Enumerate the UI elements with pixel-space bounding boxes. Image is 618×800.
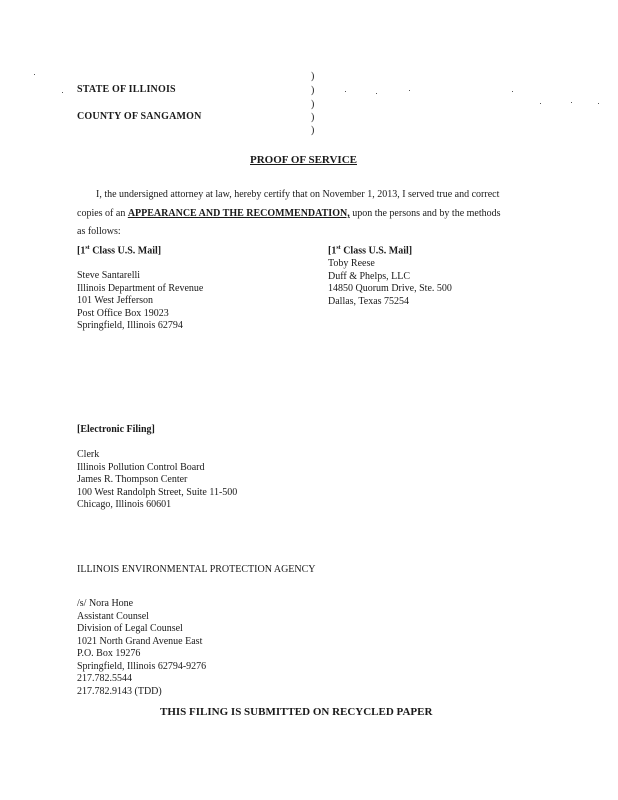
- caption-paren: ): [311, 99, 315, 110]
- address-line: Dallas, Texas 75254: [328, 295, 410, 307]
- scan-speck: [571, 102, 572, 103]
- address-line: James R. Thompson Center: [77, 474, 188, 485]
- recycled-paper-notice: THIS FILING IS SUBMITTED ON RECYCLED PAPER: [160, 706, 433, 718]
- signature-line: P.O. Box 19276: [77, 648, 141, 659]
- certification-text: upon the persons and by the methods: [352, 208, 501, 219]
- address-line: Post Office Box 19023: [77, 307, 169, 319]
- scan-speck: [540, 103, 541, 104]
- address-line: Toby Reese: [328, 258, 375, 269]
- signature-line: Division of Legal Counsel: [77, 623, 183, 634]
- address-line: Steve Santarelli: [77, 270, 141, 281]
- signature-line: Assistant Counsel: [77, 610, 149, 622]
- signature-line: /s/ Nora Hone: [77, 598, 134, 609]
- address-line: Illinois Pollution Control Board: [77, 461, 205, 473]
- signature-line: 1021 North Grand Avenue East: [77, 635, 203, 647]
- address-line: Chicago, Illinois 60601: [77, 499, 172, 510]
- service-address-electronic: [77, 449, 237, 512]
- caption-paren: ): [311, 71, 315, 82]
- service-address-left: [77, 270, 203, 333]
- scan-speck: [345, 91, 346, 92]
- caption-state: STATE OF ILLINOIS: [77, 84, 176, 95]
- address-line: 101 West Jefferson: [77, 295, 154, 306]
- service-method-left: [1st Class U.S. Mail]: [77, 245, 162, 257]
- address-line: Illinois Department of Revenue: [77, 282, 204, 294]
- certification-line-3: as follows:: [77, 226, 121, 237]
- page-title: PROOF OF SERVICE: [250, 154, 357, 166]
- scan-speck: [409, 90, 410, 91]
- scan-speck: [512, 91, 513, 92]
- caption-paren: ): [311, 125, 315, 136]
- caption-paren: ): [311, 85, 315, 96]
- address-line: Clerk: [77, 449, 100, 460]
- caption-paren: ): [311, 112, 315, 123]
- address-line: 100 West Randolph Street, Suite 11-500: [77, 486, 238, 498]
- signature-line: 217.782.5544: [77, 673, 132, 684]
- scan-speck: [34, 74, 35, 75]
- certification-line-1: I, the undersigned attorney at law, hereby certify that on November 1, 2013, I served true and correct: [96, 189, 500, 200]
- address-line: 14850 Quorum Drive, Ste. 500: [328, 283, 452, 294]
- scan-speck: [598, 103, 599, 104]
- address-line: Springfield, Illinois 62794: [77, 320, 183, 331]
- caption-county: COUNTY OF SANGAMON: [77, 111, 202, 122]
- signature-line: 217.782.9143 (TDD): [77, 685, 162, 697]
- certification-text: copies of an: [77, 208, 126, 219]
- service-address-right: [328, 258, 452, 308]
- agency-name: ILLINOIS ENVIRONMENTAL PROTECTION AGENCY: [77, 564, 316, 575]
- signature-block: [77, 598, 206, 698]
- service-method-right: [1st Class U.S. Mail]: [328, 245, 413, 257]
- certification-line-2: [77, 208, 501, 219]
- scan-speck: [376, 93, 377, 94]
- signature-line: Springfield, Illinois 62794-9276: [77, 660, 207, 672]
- document-titles: APPEARANCE AND THE RECOMMENDATION,: [127, 208, 350, 219]
- service-method-electronic: [Electronic Filing]: [77, 424, 155, 435]
- scan-speck: [62, 92, 63, 93]
- address-line: Duff & Phelps, LLC: [328, 270, 411, 282]
